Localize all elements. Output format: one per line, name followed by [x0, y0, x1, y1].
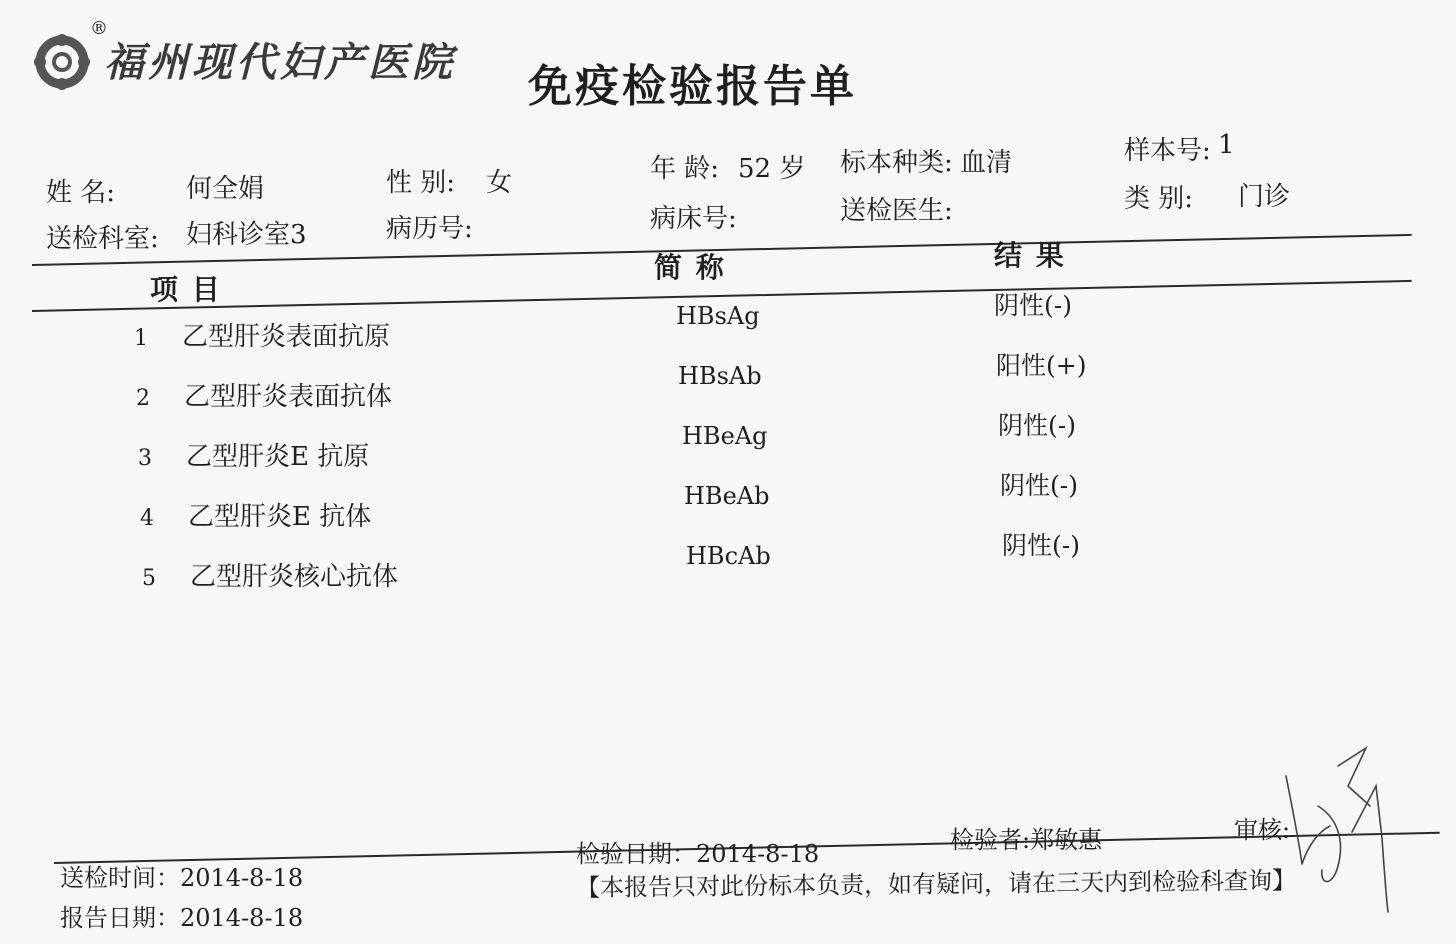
category-label: 类 别:	[1124, 184, 1194, 214]
test-result: 阴性(-)	[1000, 471, 1078, 500]
test-result: 阴性(-)	[998, 411, 1076, 440]
patient-name: 何全娟	[186, 174, 265, 204]
category-value: 门诊	[1238, 182, 1291, 212]
test-item: 乙型肝炎E 抗原	[186, 442, 370, 472]
registered-mark: ®	[90, 18, 108, 39]
test-item: 乙型肝炎表面抗原	[182, 322, 391, 352]
report-title: 免疫检验报告单	[528, 61, 857, 112]
item-column-header: 项 目	[150, 273, 222, 306]
hospital-name: 福州现代妇产医院	[104, 38, 456, 86]
row-number: 1	[134, 326, 148, 351]
doctor-label: 送检医生:	[840, 196, 953, 226]
patient-sex: 女	[486, 168, 513, 198]
report-date: 报告日期：2014-8-18	[60, 904, 304, 932]
hospital-logo	[28, 18, 456, 94]
test-abbr: HBsAg	[676, 302, 760, 330]
test-result: 阴性(-)	[1002, 531, 1080, 560]
age-label: 年 龄:	[650, 154, 720, 184]
row-number: 4	[140, 506, 154, 531]
bed-no-label: 病床号:	[650, 204, 737, 234]
disclaimer-notice: 【本报告只对此份标本负责，如有疑问，请在三天内到检验科查询】	[575, 866, 1297, 902]
test-result: 阳性(+)	[996, 351, 1087, 380]
row-number: 3	[138, 446, 152, 471]
test-item: 乙型肝炎E 抗体	[188, 502, 372, 532]
test-item: 乙型肝炎核心抗体	[190, 562, 399, 592]
test-date: 检验日期：2014-8-18	[576, 840, 820, 868]
row-number: 2	[136, 386, 150, 411]
test-abbr: HBeAg	[682, 422, 768, 450]
send-time: 送检时间：2014-8-18	[60, 864, 304, 892]
result-column-header: 结 果	[994, 239, 1066, 272]
sex-label: 性 别:	[386, 168, 456, 198]
test-abbr: HBsAb	[678, 362, 762, 390]
test-abbr: HBeAb	[684, 482, 770, 510]
tester: 检验者:郑敏惠	[950, 826, 1103, 854]
record-no-label: 病历号:	[386, 214, 473, 244]
dept-label: 送检科室:	[46, 224, 159, 254]
sample-no-value: 1	[1218, 130, 1235, 160]
dept-value: 妇科诊室3	[186, 220, 307, 250]
abbr-column-header: 简 称	[654, 251, 726, 284]
name-label: 姓 名:	[46, 178, 116, 208]
test-abbr: HBcAb	[686, 542, 771, 570]
specimen-value: 血清	[960, 148, 1013, 178]
test-item: 乙型肝炎表面抗体	[184, 382, 393, 412]
specimen-label: 标本种类:	[840, 148, 953, 178]
row-number: 5	[142, 566, 156, 591]
test-result: 阴性(-)	[994, 291, 1072, 320]
patient-age: 52 岁	[738, 154, 806, 184]
hospital-emblem-icon	[28, 24, 98, 94]
reviewer-label: 审核:	[1234, 816, 1291, 844]
sample-no-label: 样本号:	[1124, 136, 1211, 166]
